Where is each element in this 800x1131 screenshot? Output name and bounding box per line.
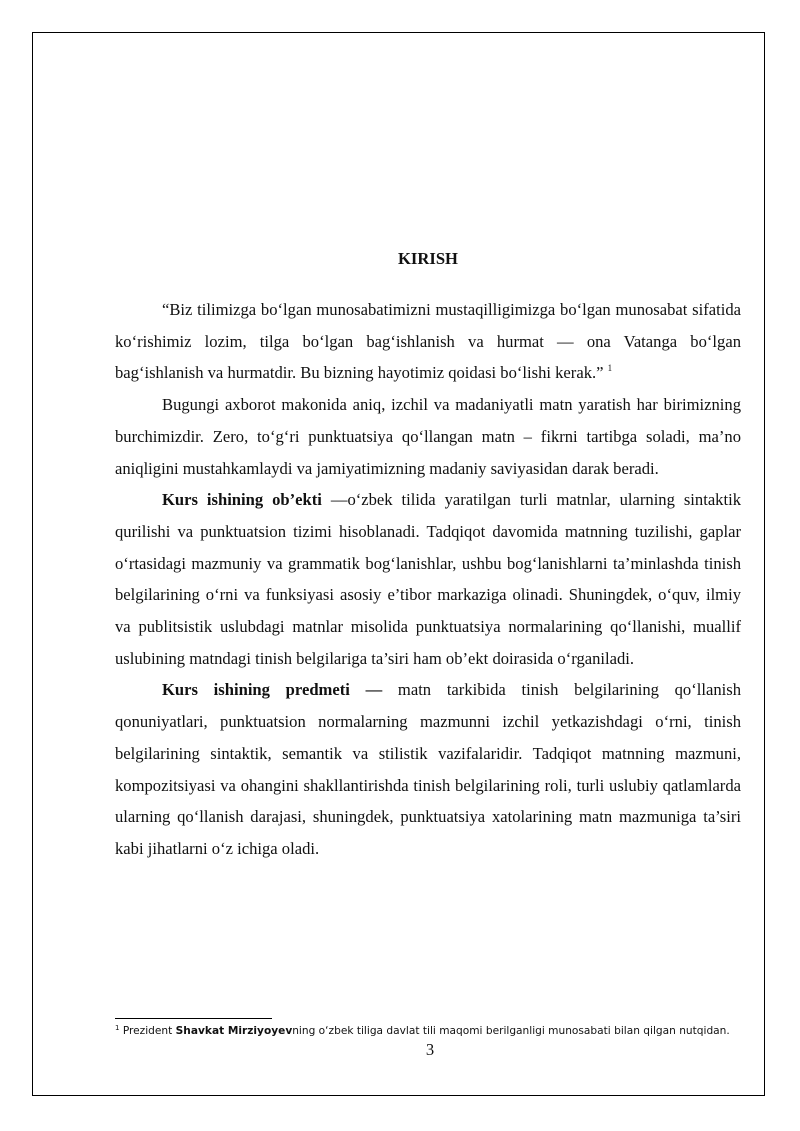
document-body — [115, 248, 741, 865]
subject-text: matn tarkibida tinish belgilarining qo‘llanish qonuniyatlari, punktuatsion normalarning mazmunni izchil yetkazishdagi o‘rni, tinish belgilarining sintaktik, semantik va stilistik vazifalaridir. Tadqiqot matnning mazmuni, kompozitsiyasi va ohangini shakllantirishda tinish belgilarining roli, turli uslubiy qatlamlarda ularning qo‘llanish darajasi, shuningdek, punktuatsiya xatolarining matn mazmuniga ta’siri kabi jihatlarni o‘z ichiga oladi. — [115, 680, 741, 858]
footnote — [115, 1024, 755, 1038]
footnote-suffix: ning o‘zbek tiliga davlat tili maqomi berilganligi munosabati bilan qilgan nutqidan. — [292, 1025, 730, 1037]
page-number: 3 — [425, 1040, 435, 1059]
object-paragraph — [115, 484, 741, 674]
footnote-reference[interactable]: 1 — [607, 363, 613, 374]
intro-paragraph — [115, 389, 741, 484]
quote-text: “Biz tilimizga bo‘lgan munosabatimizni mustaqilligimizga bo‘lgan munosabat sifatida ko‘rishimiz lozim, tilga bo‘lgan bag‘ishlanish va hurmat — ona Vatanga bo‘lgan bag‘ishlanish va hurmatdir. Bu bizning hayotimiz qoidasi bo‘lishi kerak.” — [115, 300, 741, 383]
subject-heading: Kurs ishining predmeti — — [162, 680, 383, 700]
intro-text: Bugungi axborot makonida aniq, izchil va madaniyatli matn yaratish har birimizning burchimizdir. Zero, to‘g‘ri punktuatsiya qo‘llangan matn – fikrni tartibga soladi, ma’no aniqligini mustahkamlaydi va jamiyatimizning madaniy saviyasidan darak beradi. — [115, 395, 741, 478]
footnote-separator — [115, 1018, 272, 1019]
footnote-name: Shavkat Mirziyoyev — [175, 1025, 293, 1037]
section-title: KIRISH — [398, 249, 458, 268]
quote-paragraph — [115, 294, 741, 389]
object-heading: Kurs ishining ob’ekti — [162, 490, 322, 510]
footnote-number: 1 — [115, 1024, 120, 1032]
footnote-prefix: Prezident — [119, 1025, 176, 1037]
subject-paragraph — [115, 674, 741, 864]
object-text: —o‘zbek tilida yaratilgan turli matnlar, ularning sintaktik qurilishi va punktuatsion tizimi hisoblanadi. Tadqiqot davomida matnning tuzilishi, gaplar o‘rtasidagi mazmuniy va grammatik bog‘lanishlar, ushbu bog‘lanishlarni ta’minlashda tinish belgilarining o‘rni va funksiyasi asosiy e’tibor markaziga olinadi. Shuningdek, o‘quv, ilmiy va publitsistik uslubdagi matnlar misolida punktuatsiya normalarining qo‘llanishi, muallif uslubining matndagi tinish belgilariga ta’siri ham ob’ekt doirasida o‘rganiladi. — [115, 490, 741, 668]
